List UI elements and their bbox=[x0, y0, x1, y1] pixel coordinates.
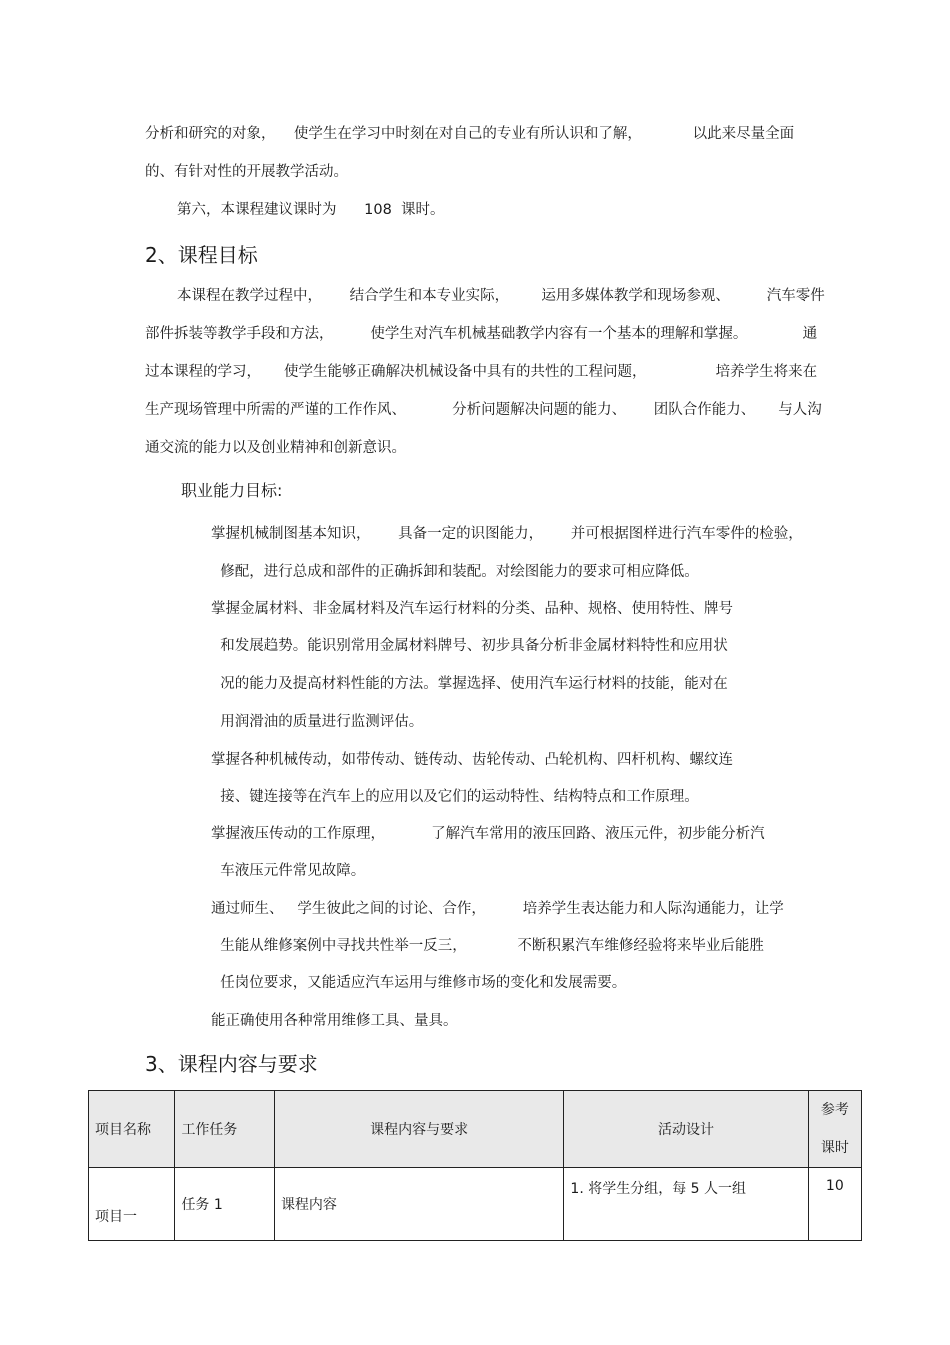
goal-paragraph-line: 部件拆装等教学手段和方法， 使学生对汽车机械基础教学内容有一个基本的理解和掌握。 通 bbox=[145, 326, 818, 342]
intro-line-1: 分析和研究的对象， 使学生在学习中时刻在对自己的专业有所认识和了解， 以此来尽量全面 bbox=[145, 126, 795, 142]
table-header-row bbox=[89, 1091, 862, 1168]
section-3-heading: 3、课程内容与要求 bbox=[145, 1052, 318, 1076]
goal-item-line: 和发展趋势。能识别常用金属材料牌号、初步具备分析非金属材料特性和应用状 bbox=[211, 638, 728, 654]
header-reference-line2: 课时 bbox=[820, 1140, 849, 1156]
goal-item-line: 掌握金属材料、非金属材料及汽车运行材料的分类、品种、规格、使用特性、牌号 bbox=[211, 601, 733, 617]
table-row bbox=[89, 1168, 862, 1241]
goal-item-line: 掌握液压传动的工作原理， 了解汽车常用的液压回路、液压元件，初步能分析汽 bbox=[211, 826, 765, 842]
goal-paragraph-line: 生产现场管理中所需的严谨的工作作风、 分析问题解决问题的能力、 团队合作能力、 与人沟 bbox=[145, 402, 822, 418]
cell-hours: 10 bbox=[808, 1168, 861, 1241]
header-work-task: 工作任务 bbox=[175, 1091, 275, 1168]
goal-item-line: 掌握机械制图基本知识， 具备一定的识图能力， 并可根据图样进行汽车零件的检验， bbox=[211, 526, 803, 542]
header-activity-design: 活动设计 bbox=[564, 1091, 808, 1168]
cell-task: 任务 1 bbox=[175, 1168, 275, 1241]
section-2-heading: 2、课程目标 bbox=[145, 243, 258, 267]
goal-paragraph-line: 本课程在教学过程中， 结合学生和本专业实际， 运用多媒体教学和现场参观、 汽车零件 bbox=[177, 288, 825, 304]
goal-item-line: 能正确使用各种常用维修工具、量具。 bbox=[211, 1013, 458, 1029]
goal-item-line: 掌握各种机械传动，如带传动、链传动、齿轮传动、凸轮机构、四杆机构、螺纹连 bbox=[211, 752, 733, 768]
goal-item-line: 任岗位要求，又能适应汽车运用与维修市场的变化和发展需要。 bbox=[211, 975, 627, 991]
vocational-goals-title: 职业能力目标: bbox=[181, 481, 283, 500]
goal-item-line: 车液压元件常见故障。 bbox=[211, 863, 366, 879]
cell-content: 课程内容 bbox=[274, 1168, 563, 1241]
header-reference-hours bbox=[808, 1091, 861, 1168]
goal-item-line: 况的能力及提高材料性能的方法。掌握选择、使用汽车运行材料的技能，能对在 bbox=[211, 676, 728, 692]
goal-item-line: 用润滑油的质量进行监测评估。 bbox=[211, 714, 424, 730]
header-reference-line1: 参考 bbox=[820, 1102, 849, 1118]
goal-item-line: 通过师生、 学生彼此之间的讨论、合作， 培养学生表达能力和人际沟通能力，让学 bbox=[211, 901, 784, 917]
goal-item-line: 修配，进行总成和部件的正确拆卸和装配。对绘图能力的要求可相应降低。 bbox=[211, 564, 699, 580]
header-course-content: 课程内容与要求 bbox=[274, 1091, 563, 1168]
goal-paragraph-line: 通交流的能力以及创业精神和创新意识。 bbox=[145, 440, 406, 456]
goal-item-line: 接、键连接等在汽车上的应用以及它们的运动特性、结构特点和工作原理。 bbox=[211, 789, 699, 805]
goal-paragraph-line: 过本课程的学习， 使学生能够正确解决机械设备中具有的共性的工程问题， 培养学生将来在 bbox=[145, 364, 818, 380]
cell-activity: 1. 将学生分组，每 5 人一组 bbox=[564, 1168, 808, 1241]
intro-line-3: 第六，本课程建议课时为 108 课时。 bbox=[177, 202, 445, 218]
intro-line-2: 的、有针对性的开展教学活动。 bbox=[145, 164, 348, 180]
goal-item-line: 生能从维修案例中寻找共性举一反三， 不断积累汽车维修经验将来毕业后能胜 bbox=[211, 938, 764, 954]
course-content-table bbox=[88, 1090, 862, 1241]
header-project-name: 项目名称 bbox=[89, 1091, 175, 1168]
cell-project: 项目一 bbox=[89, 1168, 175, 1241]
